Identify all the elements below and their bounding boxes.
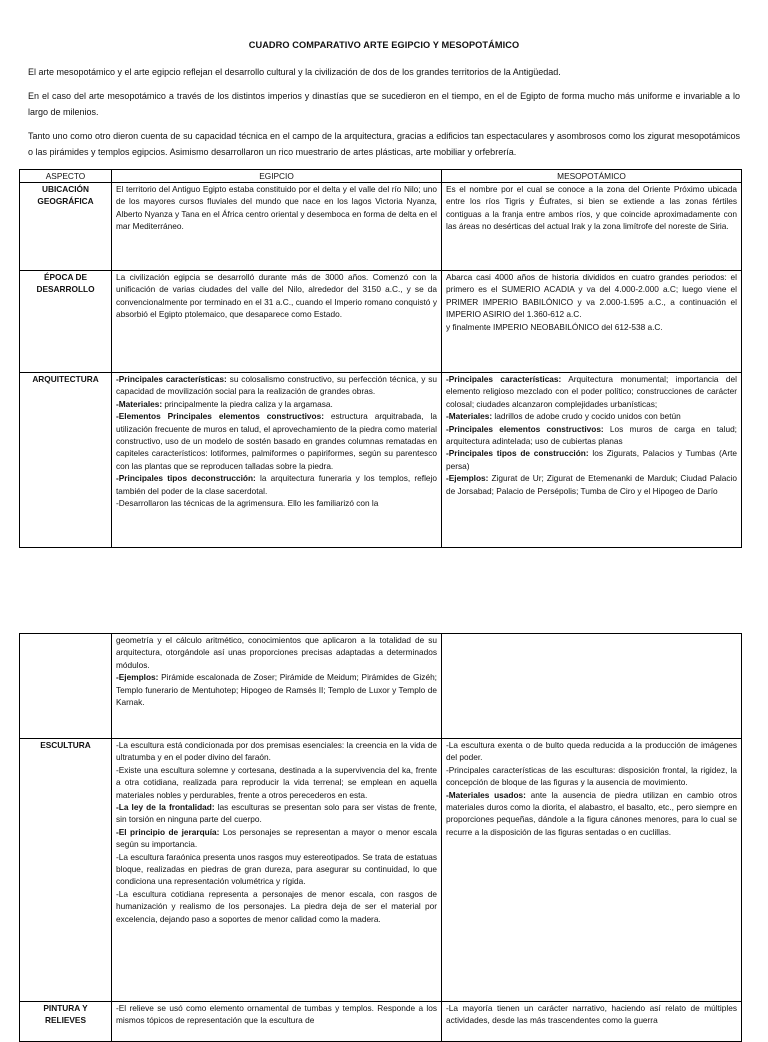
meso-pintura: -La mayoría tienen un carácter narrativo, haciendo así relato de múltiples actividades, desde las más trascendentes como la guerra — [442, 1002, 742, 1042]
meso-empty — [442, 634, 742, 739]
egypt-arq-item: -Elementos Principales elementos constructivos: estructura arquitrabada, la utilización frecuente de muros en talud, el aprovechamiento de la piedra como material constructivo, uso de un modelo de sostén basado en grandes columnas rematadas en capiteles característicos: lotiformes, palmiformes o papiriformes, según su parentesco con las plantas que se reproducen talladas sobre la piedra. — [116, 411, 437, 471]
egypt-arq-item: -Desarrollaron las técnicas de la agrimensura. Ello les familiarizó con la — [116, 498, 379, 509]
table-header-row — [20, 170, 742, 183]
egypt-esc-item: -La escultura cotidiana representa a personajes de menor escala, con rasgos de humanización y realismo de los personajes. La piedra deja de ser el material por excelencia, dejando paso a soportes de menor calidad como la madera. — [116, 888, 437, 924]
intro-paragraph-1: El arte mesopotámico y el arte egipcio reflejan el desarrollo cultural y la civilización de dos de los grandes territorios de la Antigüedad. — [28, 67, 561, 77]
aspect-ubicacion: UBICACIÓN GEOGRÁFICA — [20, 183, 112, 271]
meso-escultura — [442, 739, 742, 1002]
egypt-ubicacion: El territorio del Antiguo Egipto estaba constituido por el delta y el valle del río Nilo; uno de los mayores cursos fluviales del mundo que nace en los lagos Victoria Nyanza, Alberto Nyanza y Tana en el África centro oriental y desemboca en forma de delta en el mar Mediterráneo. — [112, 183, 442, 271]
header-aspect: ASPECTO — [20, 170, 112, 183]
meso-arquitectura — [442, 373, 742, 548]
intro-paragraph-3: Tanto uno como otro dieron cuenta de su capacidad técnica en el campo de la arquitectura, gracias a edificios tan espectaculares y asombrosos como los zigurat mesopotámicos o las pirámides y templos egipcios. Asimismo desarrollaron un rico muestrario de artes plásticas, arte mobiliar y orfebrería. — [28, 131, 740, 157]
intro-paragraph-2: En el caso del arte mesopotámico a través de los distintos imperios y dinastías que se sucedieron en el tiempo, en el de Egipto de forma mucho más uniforme e invariable a lo largo de milenios. — [28, 91, 740, 117]
egypt-arquitectura — [112, 373, 442, 548]
egypt-esc-item: -La escultura faraónica presenta unos rasgos muy estereotipados. Se trata de estatuas bloque, realizadas en piedras de gran dureza, para asegurar su continuidad, lo que condiciona una representación volumétrica y rígida. — [116, 851, 437, 887]
table-row-ubicacion — [20, 183, 742, 271]
aspect-pintura: PINTURA Y RELIEVES — [20, 1002, 112, 1042]
header-meso: MESOPOTÁMICO — [442, 170, 742, 183]
aspect-escultura: ESCULTURA — [20, 739, 112, 1002]
egypt-esc-item: -La ley de la frontalidad: las esculturas se presentan solo para ser vistas de frente, sin torsión en ninguna parte del cuerpo. — [116, 802, 437, 825]
meso-epoca — [442, 271, 742, 373]
aspect-arquitectura: ARQUITECTURA — [20, 373, 112, 548]
aspect-empty — [20, 634, 112, 739]
table-row-arquitectura — [20, 373, 742, 548]
table-row-escultura — [20, 739, 742, 1002]
egypt-epoca: La civilización egipcia se desarrolló durante más de 3000 años. Comenzó con la unificación de varias ciudades del valle del Nilo, alrededor del 3150 a.C., y se da convencionalmente por terminado en el 31 a.C., cuando el Imperio romano conquistó y absorbió el Egipto ptolemaico, que desaparece como Estado. — [112, 271, 442, 373]
egypt-arq-item: -Principales tipos deconstrucción: la arquitectura funeraria y los templos, reflejo también del poder de la clase sacerdotal. — [116, 473, 437, 496]
egypt-escultura — [112, 739, 442, 1002]
meso-esc-item: -Principales características de las esculturas: disposición frontal, la rigidez, la concepción de bloque de las figuras y la ausencia de movimiento. — [446, 764, 737, 788]
table-row-epoca — [20, 271, 742, 373]
table-row-pintura — [20, 1002, 742, 1042]
table-row-arquitectura-cont — [20, 634, 742, 739]
meso-arq-item: -Principales elementos constructivos: Los muros de carga en talud; arquitectura adintelada; uso de cubiertas planas — [446, 423, 737, 447]
egypt-arquitectura-cont: geometría y el cálculo aritmético, conocimientos que aplicaron a la totalidad de su arquitectura, otorgándole así unas proporciones precisas adaptadas a determinados módulos. -Ejemplos: Pirámide escalonada de Zoser; Pirámide de Meidum; Pirámides de Gizéh; Templo funerario de Mentuhotep; Hipogeo de Ramsés II; Templo de Luxor y Templo de Karnak. — [112, 634, 442, 739]
meso-esc-item: -Materiales usados: ante la ausencia de piedra utilizan en cambio otros materiales duros como la diorita, el alabastro, el basalto, etc., pero siempre en proporciones pequeñas, dándole a la figura cánones menores, para lo cual se recurre a la disposición de las figuras sentadas o en cuclillas. — [446, 789, 737, 837]
comparison-table-part-1 — [19, 169, 742, 548]
egypt-esc-item: -El principio de jerarquía: Los personajes se representan a mayor o menor escala según su importancia. — [116, 826, 437, 850]
egypt-arq-item: -Materiales: principalmente la piedra caliza y la argamasa. — [116, 398, 333, 409]
comparison-table-part-2 — [19, 633, 742, 1042]
meso-arq-item: -Materiales: ladrillos de adobe crudo y cocido unidos con betún — [446, 411, 681, 422]
meso-epoca-text-1: Abarca casi 4000 años de historia divididos en cuatro grandes periodos: el primero es el SUMERIO ACADIA y va del 4.000-2.000 a.C; luego viene el PRIMER IMPERIO BABILÓNICO y va 2.000-1.595 a.C., a continuación el IMPERIO ASIRIO del 1.360-612 a.C. — [446, 272, 737, 320]
meso-ubicacion: Es el nombre por el cual se conoce a la zona del Oriente Próximo ubicada entre los ríos Tigris y Éufrates, si bien se extiende a las zonas fértiles contiguas a la franja entre ambos ríos, y que coincide aproximadamente con las áreas no desérticas del actual Irak y la zona limítrofe del noreste de Siria. — [442, 183, 742, 271]
meso-arq-item: -Principales tipos de construcción: los Zigurats, Palacios y Tumbas (Arte persa) — [446, 448, 738, 471]
header-egypt: EGIPCIO — [112, 170, 442, 183]
meso-epoca-text-2: y finalmente IMPERIO NEOBABILÓNICO del 612-538 a.C. — [446, 321, 663, 332]
document-title: CUADRO COMPARATIVO ARTE EGIPCIO Y MESOPOTÁMICO — [248, 40, 520, 50]
meso-esc-item: -La escultura exenta o de bulto queda reducida a la producción de imágenes del poder. — [446, 740, 737, 763]
egypt-esc-item: -Existe una escultura solemne y cortesana, destinada a la supervivencia del ka, frente a otra cotidiana, realizada para reproducir la vida terrenal; se emplean en aquella materiales nobles y perdurables, frente a otros perecederos en esta. — [116, 764, 437, 800]
aspect-epoca: ÉPOCA DE DESARROLLO — [20, 271, 112, 373]
egypt-esc-item: -La escultura está condicionada por dos premisas esenciales: la creencia en la vida de ultratumba y en el poder divino del faraón. — [116, 740, 437, 763]
egypt-pintura: -El relieve se usó como elemento ornamental de tumbas y templos. Responde a los mismos tópicos de representación que la escultura de — [112, 1002, 442, 1042]
meso-arq-item: -Principales características: Arquitectura monumental; importancia del elemento religioso mezclado con el poder político; construcciones de carácter colosal; ciudades alcanzaron complejidades urbanísticas; — [446, 374, 737, 409]
meso-arq-item: -Ejemplos: Zigurat de Ur; Zigurat de Etemenanki de Marduk; Ciudad Palacio de Jorsabad; Palacio de Persépolis; Tumba de Ciro y el Hipogeo de Darío — [446, 473, 737, 496]
egypt-arq-item: -Principales características: su colosalismo constructivo, su perfección técnica, y su capacidad de movilización social para la realización de grandes obras. — [116, 374, 437, 397]
